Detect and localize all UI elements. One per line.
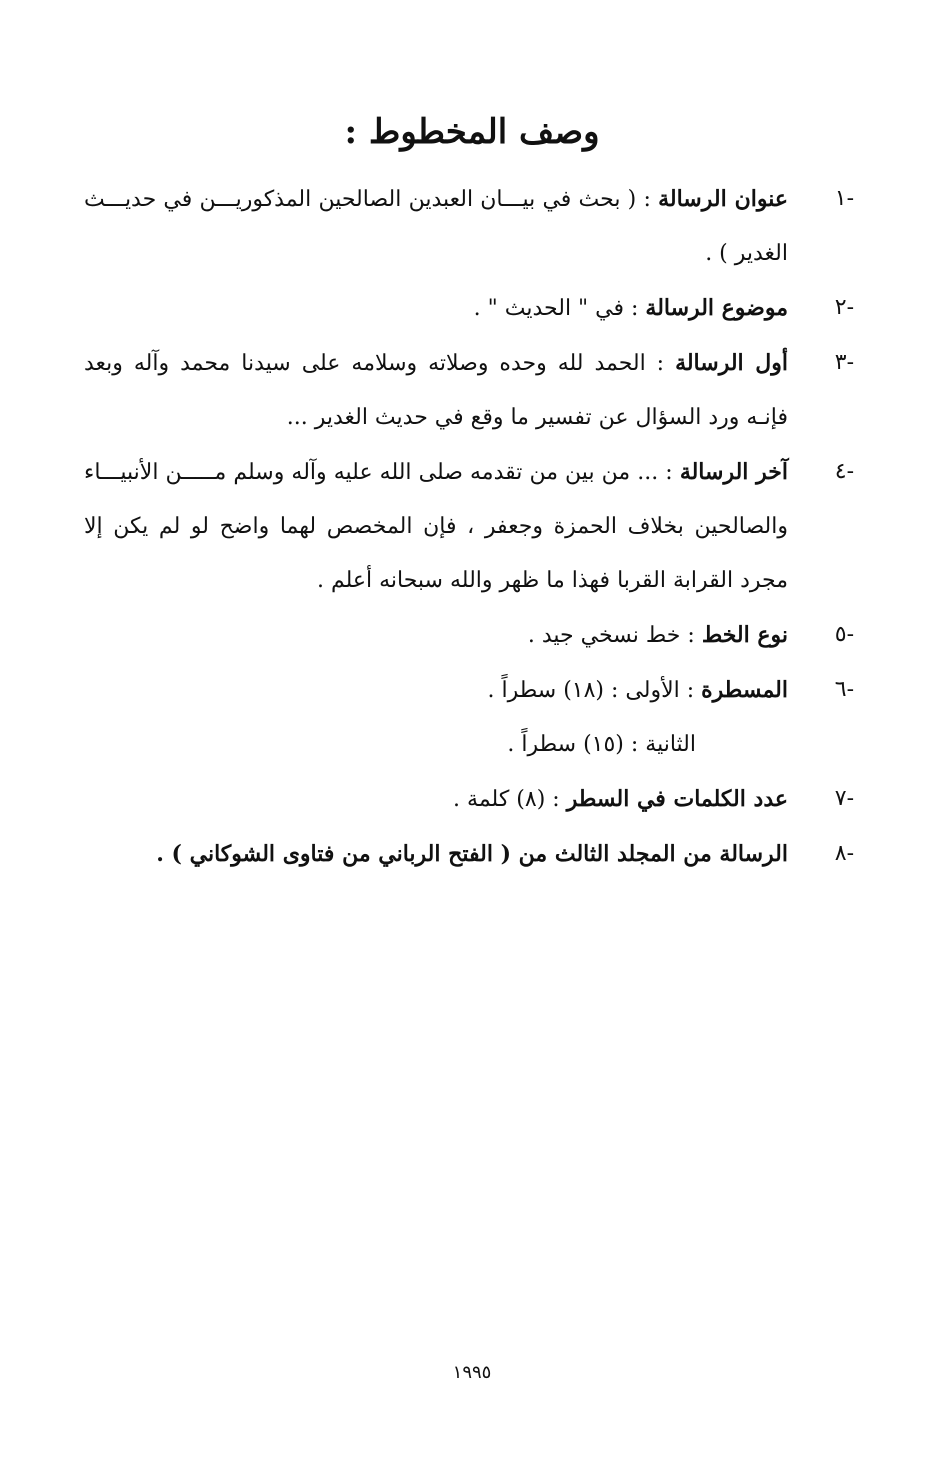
item-text: : (٨) كلمة . <box>453 787 567 812</box>
list-item-words-per-line <box>84 772 854 827</box>
page-title: وصف المخطوط : <box>344 112 600 152</box>
item-label: الرسالة من المجلد الثالث من ( الفتح الرباني من فتاوى الشوكاني ) . <box>156 841 788 867</box>
item-text: : في " الحديث " . <box>473 296 646 321</box>
item-text: : ... من بين من تقدمه صلى الله عليه وآله وسلم مـــــن الأنبيـــاء والصالحين بخلاف الحمزة وجعفر ، فإن المخصص لهما واضح لو لم يكن إلا مجرد القرابة القربا فهذا ما ظهر والله سبحانه أعلم . <box>84 460 788 593</box>
list-item-volume-source <box>84 827 854 882</box>
item-number: -٣ <box>834 350 854 375</box>
item-text: : الحمد لله وحده وصلاته وسلامه على سيدنا محمد وآله وبعد فإنـه ورد السؤال عن تفسير ما وقع في حديث الغدير ... <box>84 351 788 430</box>
list-item-beginning <box>84 336 854 445</box>
item-text: : ( بحث في بيـــان العبدين الصالحين المذكوريـــن في حديـــث الغدير ) . <box>84 187 788 266</box>
item-number: -١ <box>834 186 854 211</box>
item-number: -٥ <box>834 622 854 647</box>
item-text: : الأولى : (١٨) سطراً . <box>487 678 702 703</box>
list-item-ruling <box>84 663 854 718</box>
item-body <box>84 827 788 882</box>
item-label: نوع الخط <box>701 622 788 648</box>
item-body <box>84 336 788 445</box>
item-body <box>84 281 788 336</box>
list-item-title <box>84 172 854 281</box>
list-item-ending <box>84 445 854 608</box>
item-label: آخر الرسالة <box>679 459 788 485</box>
item-number: -٤ <box>834 459 854 484</box>
item-label: موضوع الرسالة <box>645 295 788 321</box>
item-body <box>84 663 788 718</box>
item-body <box>84 172 788 281</box>
item-body <box>84 445 788 608</box>
item-label: أول الرسالة <box>675 350 788 376</box>
list-item-script-type <box>84 608 854 663</box>
item-body <box>84 608 788 663</box>
item-body <box>84 772 788 827</box>
item-number: -٧ <box>834 786 854 811</box>
item-number: -٦ <box>834 677 854 702</box>
item-label: عدد الكلمات في السطر <box>566 786 788 812</box>
item-label: المسطرة <box>701 677 788 703</box>
list-item-ruling-second: الثانية : (١٥) سطراً . <box>507 732 696 757</box>
item-text: : خط نسخي جيد . <box>527 623 702 648</box>
manuscript-description-list <box>84 172 854 882</box>
list-item-subject <box>84 281 854 336</box>
item-number: -٨ <box>834 841 854 866</box>
page-number: ١٩٩٥ <box>452 1362 492 1383</box>
item-number: -٢ <box>834 295 854 320</box>
item-label: عنوان الرسالة <box>658 186 788 212</box>
